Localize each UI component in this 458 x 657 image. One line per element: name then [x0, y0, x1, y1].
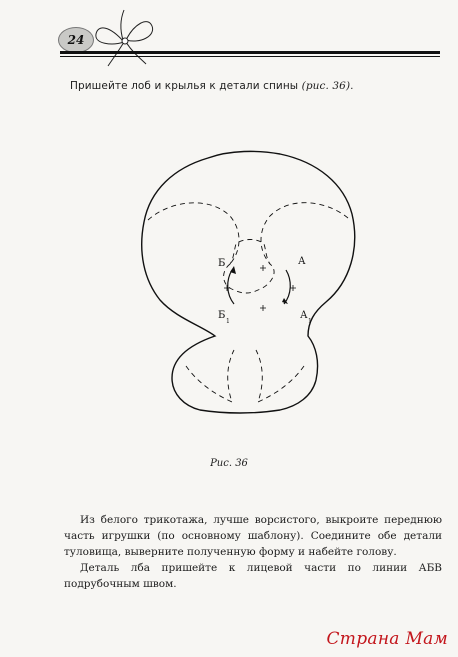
paragraph-1: Из белого трикотажа, лучше ворсистого, выкроите переднюю часть игрушки (по основному шаблону). Соедините обе детали туловища, выверните полученную форму и набейте голову.: [64, 514, 442, 558]
label-a1: А: [300, 310, 308, 321]
owl-pattern-diagram: [130, 140, 370, 425]
figure-caption: Рис. 36: [210, 458, 248, 469]
intro-figure-ref: (рис. 36).: [301, 80, 354, 92]
label-b: Б: [218, 258, 226, 269]
bow-ornament-icon: [90, 6, 160, 68]
header-rule-thin: [60, 56, 440, 57]
body-text: [64, 512, 442, 592]
label-a: А: [298, 256, 306, 267]
pattern-outline: [142, 151, 355, 413]
body-seam-left: [186, 350, 234, 402]
wing-seam-left: [148, 203, 239, 264]
page-number: 24: [58, 27, 94, 53]
page-header: [0, 0, 458, 70]
label-a1-sub: 1: [308, 318, 312, 325]
intro-text: Пришейте лоб и крылья к детали спины: [70, 80, 299, 92]
wing-seam-right: [261, 203, 348, 264]
label-b1: Б: [218, 310, 226, 321]
intro-line: [70, 80, 430, 92]
body-seam-right: [256, 350, 304, 402]
header-rule: [60, 51, 440, 54]
forehead-seam: [224, 240, 274, 294]
watermark: Страна Мам: [326, 629, 448, 649]
paragraph-2: Деталь лба пришейте к лицевой части по линии АБВ подрубочным швом.: [64, 562, 442, 590]
label-b1-sub: 1: [226, 318, 230, 325]
